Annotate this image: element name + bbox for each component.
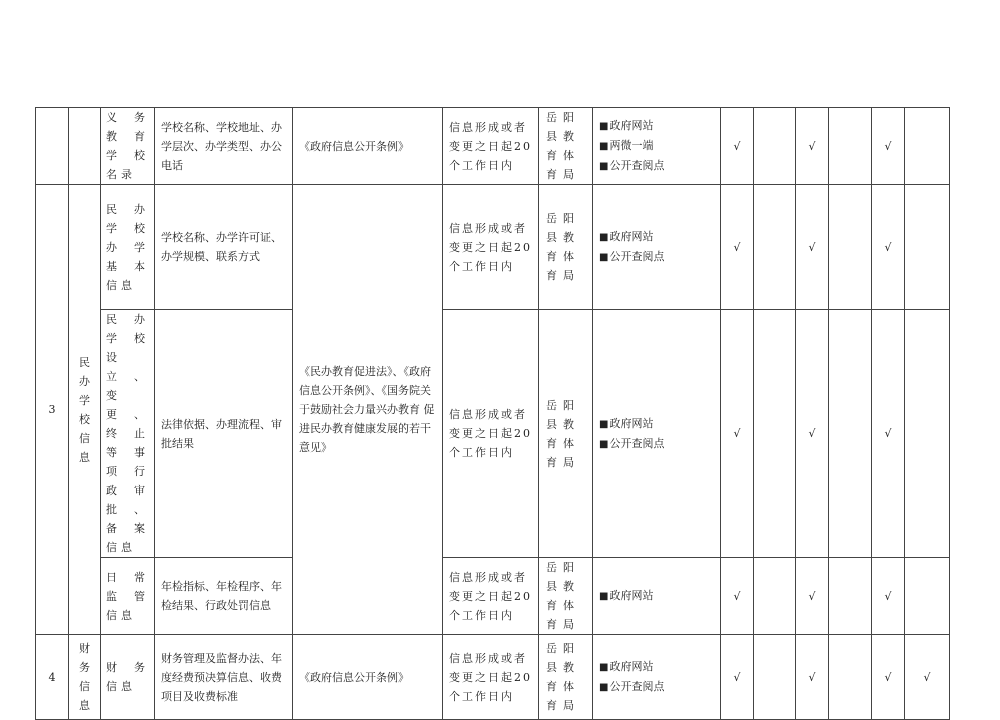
channel-item: ■公开查阅点 xyxy=(599,680,665,693)
channel-item: ■两微一端 xyxy=(599,139,654,152)
time-limit-cell: 信息形成或者变更之日起20个工作日内 xyxy=(443,310,539,558)
check-mark-cell: √ xyxy=(721,108,754,185)
subject-cell: 日常监管信息 xyxy=(101,558,155,635)
check-mark-cell: √ xyxy=(872,185,905,310)
check-mark-cell xyxy=(905,558,950,635)
check-mark-cell xyxy=(829,108,872,185)
channel-item: ■政府网站 xyxy=(599,230,654,243)
check-mark-cell: √ xyxy=(796,185,829,310)
check-mark-cell: √ xyxy=(796,108,829,185)
table-row xyxy=(36,558,950,635)
organization-cell: 岳阳县教育体育局 xyxy=(539,558,593,635)
check-mark-cell xyxy=(829,310,872,558)
subject-cell: 财务信息 xyxy=(101,635,155,720)
channels-cell xyxy=(593,108,721,185)
check-mark-cell: √ xyxy=(872,558,905,635)
channel-item: ■公开查阅点 xyxy=(599,250,665,263)
disclosure-table xyxy=(35,107,950,720)
subject-cell: 民办学校办学基本信息 xyxy=(101,185,155,310)
subject-cell: 民办学校设立、变更、终止等事项行政审批、备案信息 xyxy=(101,310,155,558)
check-mark-cell: √ xyxy=(721,635,754,720)
channel-item: ■政府网站 xyxy=(599,119,654,132)
check-mark-cell xyxy=(754,108,796,185)
square-bullet-icon: ■ xyxy=(599,438,609,450)
table-row xyxy=(36,310,950,558)
basis-cell: 《民办教育促进法》、《政府信息公开条例》、《国务院关于鼓励社会力量兴办教育 促进民办教育健康发展的若干意见》 xyxy=(293,185,443,635)
square-bullet-icon: ■ xyxy=(599,141,609,152)
row-number-cell xyxy=(36,108,69,185)
channel-item: ■公开查阅点 xyxy=(599,436,665,450)
check-mark-cell: √ xyxy=(796,310,829,558)
channel-item: ■政府网站 xyxy=(599,416,654,430)
time-limit-cell: 信息形成或者变更之日起20个工作日内 xyxy=(443,108,539,185)
content-cell: 年检指标、年检程序、年检结果、行政处罚信息 xyxy=(155,558,293,635)
check-mark-cell: √ xyxy=(905,635,950,720)
check-mark-cell xyxy=(905,310,950,558)
square-bullet-icon: ■ xyxy=(599,682,609,693)
table-row xyxy=(36,185,950,310)
check-mark-cell: √ xyxy=(721,558,754,635)
time-limit-cell: 信息形成或者变更之日起20个工作日内 xyxy=(443,185,539,310)
check-mark-cell: √ xyxy=(796,558,829,635)
square-bullet-icon: ■ xyxy=(599,252,609,263)
content-cell: 财务管理及监督办法、年度经费预决算信息、收费项目及收费标准 xyxy=(155,635,293,720)
content-cell: 法律依据、办理流程、审批结果 xyxy=(155,310,293,558)
organization-cell: 岳阳县教育体育局 xyxy=(539,310,593,558)
channels-cell xyxy=(593,185,721,310)
check-mark-cell: √ xyxy=(721,310,754,558)
check-mark-cell xyxy=(829,635,872,720)
basis-cell: 《政府信息公开条例》 xyxy=(293,108,443,185)
square-bullet-icon: ■ xyxy=(599,418,609,430)
table-row xyxy=(36,635,950,720)
channel-item: ■政府网站 xyxy=(599,660,654,673)
check-mark-cell xyxy=(905,108,950,185)
check-mark-cell xyxy=(754,185,796,310)
content-cell: 学校名称、学校地址、办学层次、办学类型、办公电话 xyxy=(155,108,293,185)
check-mark-cell xyxy=(905,185,950,310)
channel-item: ■公开查阅点 xyxy=(599,159,665,172)
row-number-cell: 3 xyxy=(36,185,69,635)
square-bullet-icon: ■ xyxy=(599,232,609,243)
channels-cell xyxy=(593,635,721,720)
check-mark-cell: √ xyxy=(872,635,905,720)
content-cell: 学校名称、办学许可证、办学规模、联系方式 xyxy=(155,185,293,310)
organization-cell: 岳阳县教育体育局 xyxy=(539,185,593,310)
row-number-cell: 4 xyxy=(36,635,69,720)
check-mark-cell: √ xyxy=(721,185,754,310)
check-mark-cell xyxy=(754,635,796,720)
channel-item: ■政府网站 xyxy=(599,589,654,602)
square-bullet-icon: ■ xyxy=(599,662,609,673)
channels-cell xyxy=(593,558,721,635)
category-cell: 民办学校信息 xyxy=(69,185,101,635)
time-limit-cell: 信息形成或者变更之日起20个工作日内 xyxy=(443,558,539,635)
channels-cell xyxy=(593,310,721,558)
category-cell xyxy=(69,108,101,185)
basis-cell: 《政府信息公开条例》 xyxy=(293,635,443,720)
check-mark-cell xyxy=(754,558,796,635)
check-mark-cell xyxy=(829,185,872,310)
check-mark-cell: √ xyxy=(796,635,829,720)
square-bullet-icon: ■ xyxy=(599,121,609,132)
check-mark-cell: √ xyxy=(872,108,905,185)
check-mark-cell xyxy=(754,310,796,558)
square-bullet-icon: ■ xyxy=(599,591,609,602)
check-mark-cell: √ xyxy=(872,310,905,558)
square-bullet-icon: ■ xyxy=(599,161,609,172)
organization-cell: 岳阳县教育体育局 xyxy=(539,635,593,720)
category-cell: 财务信息 xyxy=(69,635,101,720)
organization-cell: 岳阳县教育体育局 xyxy=(539,108,593,185)
time-limit-cell: 信息形成或者变更之日起20个工作日内 xyxy=(443,635,539,720)
subject-cell: 义务教育学校名录 xyxy=(101,108,155,185)
check-mark-cell xyxy=(829,558,872,635)
table-row xyxy=(36,108,950,185)
